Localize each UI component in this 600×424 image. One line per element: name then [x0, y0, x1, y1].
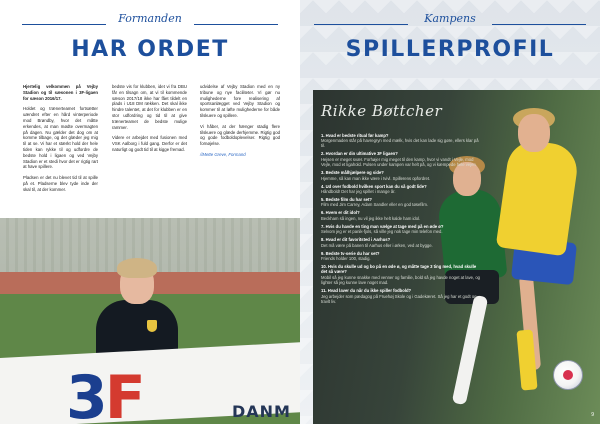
answer: Beckham så ingen, nu vil jeg ikke helt kalde ham idol.	[321, 215, 421, 221]
question: 5. Bedste film du har set?	[321, 197, 372, 203]
section-kicker: Formanden	[118, 12, 182, 25]
page-number: 9	[591, 412, 594, 418]
answer: Film med Jim Carrey, Adam Sandler eller en god tøsefilm.	[321, 202, 428, 208]
player-profile-panel	[313, 90, 600, 424]
article-paragraph: Vi håber, at der hænger stadig flere tilskuere og glæde derhjemme. Rigtig god og gode fodboldoplevelser. Rigtig god fornøjelse.	[200, 123, 280, 147]
sponsor-text: DANM	[232, 402, 291, 421]
answer: Håndbold! Det har jeg spillet i mange år.	[321, 189, 396, 195]
question: 10. Hvis du skulle ud og bo på en øde ø, og måtte tage 3 ting med, hvad skulle det så være?	[321, 264, 477, 275]
club-badge-icon	[147, 320, 157, 332]
answer: Jeg arbejder som pædagog på Fruehøj Skole og i Gadekæret. Så jeg har et godt og travlt liv.	[321, 293, 477, 305]
answer: Hjemme, så kan man ikke være i tvivl. Spillerens opfordret.	[321, 175, 431, 181]
divider-left	[22, 24, 106, 25]
question: 6. Hvem er dit idol?	[321, 210, 360, 216]
right-page	[300, 0, 600, 424]
article-paragraph: udvidelse af Vejby Stadion med en ny tribune og nye faciliteter. Vi gør nu mulighederne fore realisering af sportsanlægget ved Vejby Stadion og kommer til at løfte mulighederne for både tilskuere og spillere.	[200, 84, 280, 118]
question: 2. Hvordan er din ultimative 3F ligaen?	[321, 151, 398, 157]
question: 1. Hvad er bedste ritual før kamp?	[321, 132, 389, 138]
answer: Det må være på banen til Aarhus eller i ørken, ved at bygge.	[321, 242, 433, 248]
answer: Friends holder 100, stadig.	[321, 256, 371, 262]
article-paragraph: Pladsen er det nu blevet tid til at spille på et. Pladserne blev tyde inde der skal til, at der kommer.	[23, 175, 98, 192]
question: 11. Hvad laver du når du ikke spiller fodbold?	[321, 288, 412, 294]
question: 9. Bedste tv-serie du har set?	[321, 250, 380, 256]
article-paragraph: Videre er arbejdet med fusionen med VSK Aalborg i fuld gang. Derfor er det naturligt og godt tid til at kigge fremad.	[112, 135, 187, 152]
answer: Morgenmaden står på havregryn med mælk, hvis det kan lade sig gøre, ellers klar på til.	[321, 138, 479, 149]
divider-right	[492, 24, 586, 25]
question: 7. Hvis du havde en ting man vælge at tage med på en øde ø?	[321, 223, 444, 229]
player-face	[518, 114, 550, 152]
chairman-photo	[0, 218, 300, 424]
hair	[117, 258, 157, 278]
answer: Selvom jeg er et panik-fjols, så ville jeg nok tage min telefon med.	[321, 229, 443, 235]
author-signature: //Mette Greve, Formand	[200, 151, 246, 157]
question: 4. Ud over fodbold hvilken sport kan du så godt lide?	[321, 183, 427, 189]
interview-list	[321, 130, 481, 305]
page-title: SPILLERPROFIL	[345, 37, 555, 62]
ball-logo	[563, 370, 573, 380]
answer: Mobil så jeg kunne snakke med venner og familie, bold så jeg havde noget at lave, og lighter så jeg kunne lave noget mad.	[321, 274, 480, 286]
article-column-2	[112, 84, 187, 158]
article-paragraph: Holdet og trænerteamet fortsætter uændret efter en hård vinterperiode mod Brøndby, hvor det måtte erkendes, at man mødte overmagten på dagen. Nu gælder det dog om at komme tilbage, og det glæder jeg mig til at se. Vi har et stærkt hold der hele tiden kan rykke til og udfordre de bedste hold i ligaen og ved Vejby Stadion er et stedi hvor det er rigtig rart at have spillere.	[23, 106, 98, 170]
sponsor-logo: 3F	[66, 363, 143, 424]
question: 3. Bedste målhjælpere og side?	[321, 170, 384, 176]
player-name: Rikke Bøttcher	[321, 102, 443, 120]
question: 8. Hvad er dit favoritsted i Aarhus?	[321, 237, 391, 243]
player-shirt	[496, 138, 581, 257]
opponent-leg	[452, 295, 489, 406]
divider-left	[314, 24, 408, 25]
page-title: HAR ORDET	[71, 37, 229, 62]
article-intro: Hjertelig velkommen på Vejby Stadion og til sæsonen i 3F-ligaen for sæson 2016/17.	[23, 84, 98, 101]
article-paragraph: bedste vis for klubben, idet vi fra DBU får en tilsagn om, at vi til kommende sæson 2017/18 ikke har fået tildelt en plads i U18 DM rækken. Det skal ikke hindre talentet, at det for klubben er en stor udfordring og tid til at give trænerteamet de bedste mulige rammer.	[112, 84, 187, 130]
answer: Hejsen er meget svær. Forhøjer mig meget til den kamp, hvor vi vandt i Vejle, mod Vejle, mod et ligahold. Pulsen under kampen var helt på, og vi kæmpede hele vejen.	[321, 156, 477, 168]
article-column-1	[23, 84, 98, 198]
divider-right	[194, 24, 278, 25]
article-column-3	[200, 84, 280, 163]
section-kicker: Kampens	[424, 12, 476, 25]
